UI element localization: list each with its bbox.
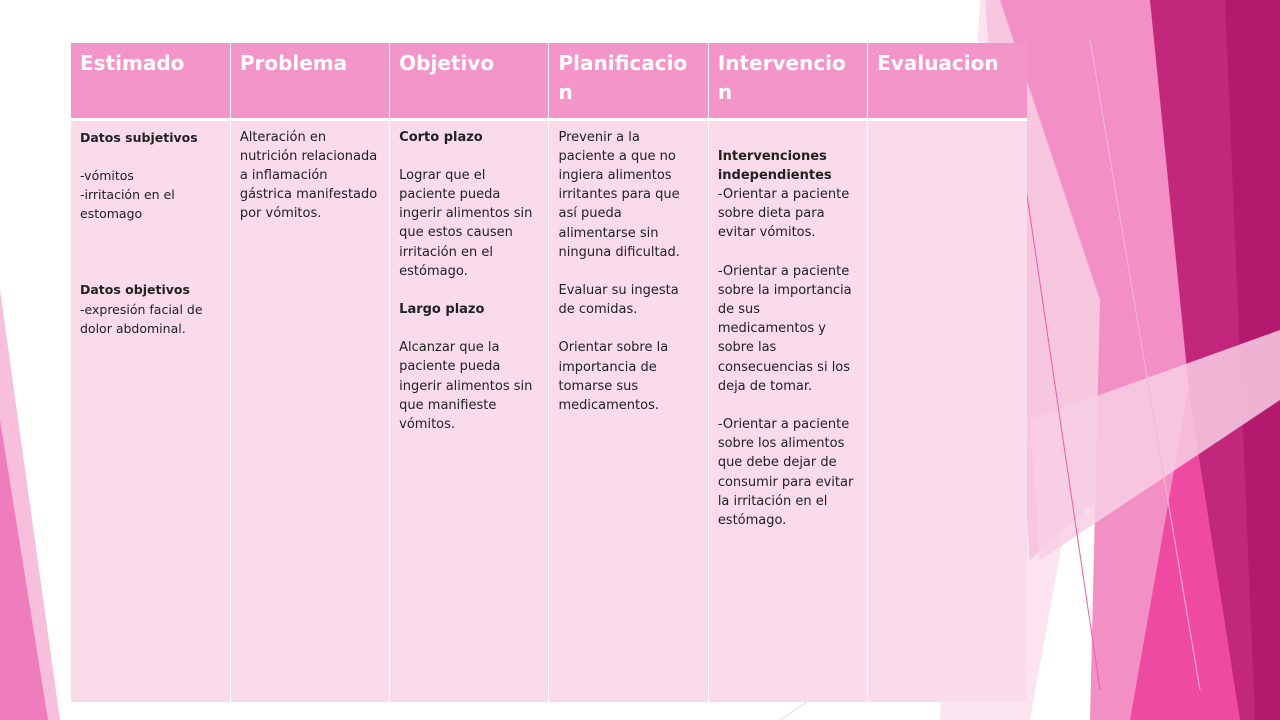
cell-planificacion bbox=[549, 119, 708, 702]
intervention-item: -Orientar a paciente sobre la importancia de sus medicamentos y sobre las consecuencias si los deja de tomar. bbox=[717, 263, 852, 394]
header-row bbox=[71, 43, 1027, 119]
long-term-title: Largo plazo bbox=[399, 301, 485, 317]
intervention-item: -Orientar a paciente sobre los alimentos que debe dejar de consumir para evitar la irritación en el estómago. bbox=[717, 416, 854, 528]
table-row bbox=[71, 119, 1027, 702]
problem-text: Alteración en nutrición relacionada a inflamación gástrica manifestado por vómitos. bbox=[239, 129, 378, 222]
subjective-item: -vómitos bbox=[80, 167, 134, 183]
subjective-item: -irritación en el estomago bbox=[80, 186, 175, 222]
objective-item: -expresión facial de dolor abdominal. bbox=[80, 301, 203, 336]
short-term-title: Corto plazo bbox=[399, 129, 483, 145]
objective-data-title: Datos objetivos bbox=[80, 282, 190, 298]
bottom-thin-line bbox=[780, 700, 810, 720]
header-evaluacion: Evaluacion bbox=[868, 43, 1027, 119]
cell-evaluacion bbox=[868, 119, 1027, 702]
cell-problema bbox=[230, 119, 389, 702]
plan-item: Prevenir a la paciente a que no ingiera alimentos irritantes para que así pueda alimentarse sin ninguna dificultad. bbox=[558, 129, 680, 260]
plan-item: Orientar sobre la importancia de tomarse sus medicamentos. bbox=[558, 340, 669, 413]
header-objetivo: Objetivo bbox=[390, 43, 549, 119]
header-intervencion: Intervencion bbox=[708, 43, 867, 119]
subjective-data-title: Datos subjetivos bbox=[80, 129, 198, 145]
header-planificacion: Planificacion bbox=[549, 43, 708, 119]
intervention-title: Intervenciones independientes bbox=[717, 148, 832, 183]
long-term-text: Alcanzar que la paciente pueda ingerir alimentos sin que manifieste vómitos. bbox=[399, 340, 533, 432]
plan-item: Evaluar su ingesta de comidas. bbox=[558, 282, 679, 318]
intervention-item: -Orientar a paciente sobre dieta para evitar vómitos. bbox=[717, 186, 850, 241]
short-term-text: Lograr que el paciente pueda ingerir alimentos sin que estos causen irritación en el estómago. bbox=[399, 167, 533, 279]
cell-intervencion bbox=[708, 119, 867, 702]
cell-estimado bbox=[71, 119, 230, 702]
header-problema: Problema bbox=[230, 43, 389, 119]
nursing-care-plan-table bbox=[71, 43, 1027, 702]
cell-objetivo bbox=[390, 119, 549, 702]
header-estimado: Estimado bbox=[71, 43, 230, 119]
